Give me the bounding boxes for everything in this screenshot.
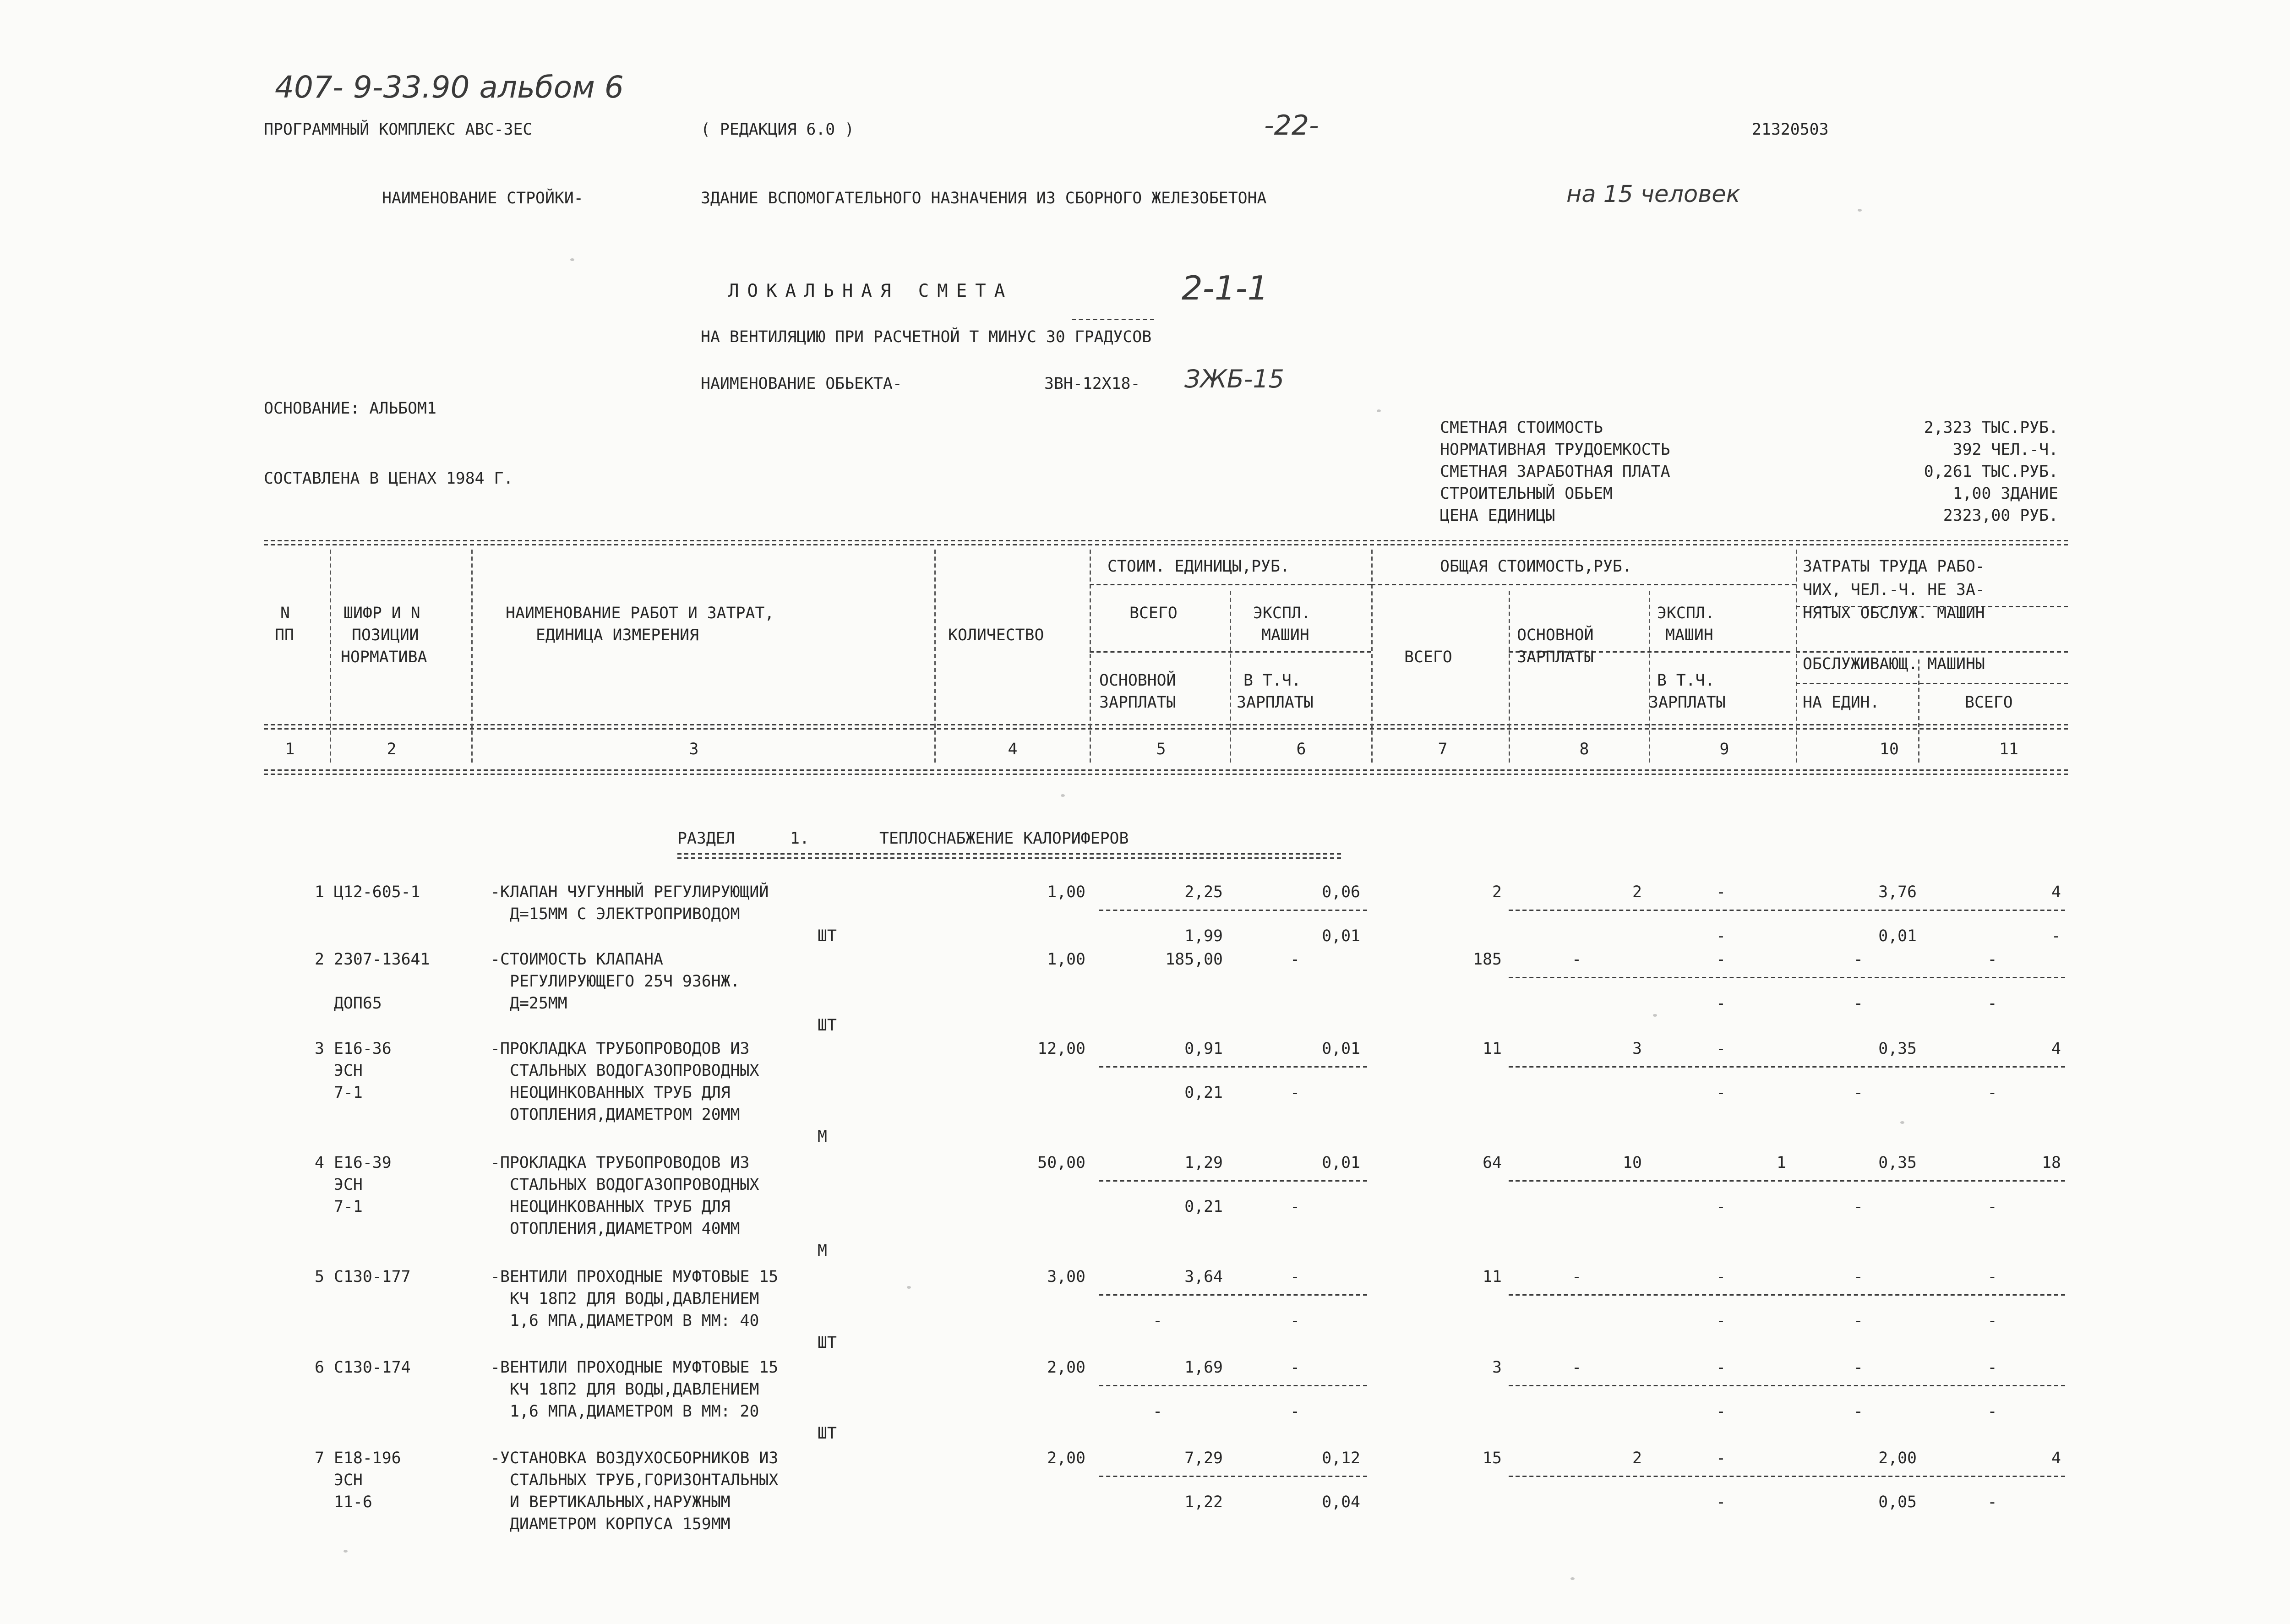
item-code: Е16-36 bbox=[334, 1039, 392, 1058]
item-labor-unit: 3,76 bbox=[1878, 882, 1917, 901]
item-total: 3 bbox=[1492, 1357, 1502, 1377]
column-number: 9 bbox=[1719, 739, 1729, 758]
scan-speck bbox=[1900, 1121, 1904, 1124]
item-labor-service-unit: 0,01 bbox=[1878, 926, 1917, 945]
item-total-incl: - bbox=[1716, 993, 1726, 1013]
program-name: ПРОГРАММНЫЙ КОМПЛЕКС АВС-3ЕС bbox=[264, 120, 533, 139]
item-code: С130-174 bbox=[334, 1357, 411, 1377]
header-subrule bbox=[1090, 651, 1371, 653]
item-number: 3 bbox=[315, 1039, 324, 1058]
item-quantity: 2,00 bbox=[1047, 1448, 1085, 1467]
item-unit-incl: 0,01 bbox=[1322, 926, 1360, 945]
item-unit-machines: - bbox=[1290, 1267, 1300, 1286]
item-total: 11 bbox=[1483, 1267, 1502, 1286]
item-name: -ВЕНТИЛИ ПРОХОДНЫЕ МУФТОВЫЕ 15 bbox=[491, 1357, 779, 1377]
header-labor-total: ВСЕГО bbox=[1965, 692, 2013, 712]
item-labor-total: 4 bbox=[2051, 882, 2061, 901]
column-number: 5 bbox=[1156, 739, 1166, 758]
summary-label: ЦЕНА ЕДИНИЦЫ bbox=[1440, 506, 1555, 525]
item-unit: М bbox=[818, 1127, 827, 1146]
item-total-machines: - bbox=[1716, 1357, 1726, 1377]
header-labor-service: ОБСЛУЖИВАЮЩ. МАШИНЫ bbox=[1803, 654, 1985, 673]
header-labor-group: ЧИХ, ЧЕЛ.-Ч. НЕ ЗА- bbox=[1803, 580, 1985, 599]
item-name: СТАЛЬНЫХ ТРУБ,ГОРИЗОНТАЛЬНЫХ bbox=[510, 1470, 779, 1489]
item-subrule bbox=[1099, 1476, 1367, 1477]
item-unit: ШТ bbox=[818, 1423, 837, 1443]
item-labor-total: 4 bbox=[2051, 1039, 2061, 1058]
column-divider bbox=[471, 550, 473, 763]
item-total-wages: - bbox=[1572, 1357, 1581, 1377]
item-code: ЭСН bbox=[334, 1175, 363, 1194]
column-divider bbox=[1918, 659, 1919, 763]
item-unit-total: 7,29 bbox=[1184, 1448, 1223, 1467]
item-labor-total: 18 bbox=[2042, 1153, 2061, 1172]
item-unit-incl: 0,04 bbox=[1322, 1492, 1360, 1511]
item-name: -ВЕНТИЛИ ПРОХОДНЫЕ МУФТОВЫЕ 15 bbox=[491, 1267, 779, 1286]
header-total-machines: МАШИН bbox=[1665, 625, 1713, 644]
item-code: 7-1 bbox=[334, 1083, 363, 1102]
scan-speck bbox=[1570, 1577, 1575, 1580]
item-unit-machines: - bbox=[1290, 949, 1300, 969]
item-total-incl: - bbox=[1716, 1083, 1726, 1102]
scan-speck bbox=[907, 1286, 911, 1289]
item-name: ДИАМЕТРОМ КОРПУСА 159ММ bbox=[510, 1514, 731, 1533]
column-number: 7 bbox=[1438, 739, 1448, 758]
summary-value: 0,261 ТЫС.РУБ. bbox=[1924, 462, 2058, 481]
column-divider bbox=[1090, 550, 1091, 763]
summary-value: 2,323 ТЫС.РУБ. bbox=[1924, 418, 2058, 437]
item-name: 1,6 МПА,ДИАМЕТРОМ В ММ: 40 bbox=[510, 1311, 759, 1330]
item-unit: ШТ bbox=[818, 1333, 837, 1352]
item-number: 7 bbox=[315, 1448, 324, 1467]
item-total-incl: - bbox=[1716, 1401, 1726, 1421]
column-divider bbox=[1796, 550, 1797, 763]
item-code: Е16-39 bbox=[334, 1153, 392, 1172]
item-total-machines: 1 bbox=[1777, 1153, 1786, 1172]
scan-speck bbox=[1653, 1014, 1657, 1017]
item-name: Д=25ММ bbox=[510, 993, 567, 1013]
item-labor-total: 4 bbox=[2051, 1448, 2061, 1467]
header-labor-per-unit: НА ЕДИН. bbox=[1803, 692, 1880, 712]
item-code: 11-6 bbox=[334, 1492, 372, 1511]
item-labor-service-total: - bbox=[1987, 1083, 1997, 1102]
item-subrule bbox=[1509, 910, 2065, 911]
header-unit-wages: ОСНОВНОЙ bbox=[1099, 670, 1176, 690]
item-number: 4 bbox=[315, 1153, 324, 1172]
column-divider bbox=[1649, 591, 1650, 763]
item-code: ЭСН bbox=[334, 1061, 363, 1080]
estimate-subject: НА ВЕНТИЛЯЦИЮ ПРИ РАСЧЕТНОЙ Т МИНУС 30 ГРАДУСОВ bbox=[701, 327, 1152, 346]
item-subrule bbox=[1099, 1294, 1367, 1296]
item-labor-unit: - bbox=[1854, 1267, 1863, 1286]
item-labor-service-total: - bbox=[1987, 1311, 1997, 1330]
item-quantity: 3,00 bbox=[1047, 1267, 1085, 1286]
item-unit-machines: 0,01 bbox=[1322, 1153, 1360, 1172]
header-col-code: НОРМАТИВА bbox=[341, 647, 427, 666]
header-col-quantity: КОЛИЧЕСТВО bbox=[948, 625, 1044, 644]
column-number: 11 bbox=[1999, 739, 2018, 758]
item-labor-unit: 0,35 bbox=[1878, 1153, 1917, 1172]
construction-name: ЗДАНИЕ ВСПОМОГАТЕЛЬНОГО НАЗНАЧЕНИЯ ИЗ СБОРНОГО ЖЕЛЕЗОБЕТОНА bbox=[701, 188, 1267, 207]
item-labor-unit: - bbox=[1854, 949, 1863, 969]
item-unit-total: 1,69 bbox=[1184, 1357, 1223, 1377]
item-total: 11 bbox=[1483, 1039, 1502, 1058]
column-number: 8 bbox=[1579, 739, 1589, 758]
prices-line: СОСТАВЛЕНА В ЦЕНАХ 1984 Г. bbox=[264, 469, 513, 488]
column-number: 10 bbox=[1880, 739, 1899, 758]
header-unit-cost-group: СТОИМ. ЕДИНИЦЫ,РУБ. bbox=[1107, 556, 1290, 576]
item-name: И ВЕРТИКАЛЬНЫХ,НАРУЖНЫМ bbox=[510, 1492, 731, 1511]
item-unit: ШТ bbox=[818, 1015, 837, 1035]
item-name: ОТОПЛЕНИЯ,ДИАМЕТРОМ 20ММ bbox=[510, 1105, 740, 1124]
object-code-handwritten: ЗЖБ-15 bbox=[1184, 365, 1285, 394]
scan-speck bbox=[344, 1550, 348, 1553]
item-labor-service-unit: - bbox=[1854, 1197, 1863, 1216]
basis-line: ОСНОВАНИЕ: АЛЬБОМ1 bbox=[264, 398, 436, 418]
summary-label: НОРМАТИВНАЯ ТРУДОЕМКОСТЬ bbox=[1440, 440, 1670, 459]
item-labor-unit: 2,00 bbox=[1878, 1448, 1917, 1467]
item-name: -ПРОКЛАДКА ТРУБОПРОВОДОВ ИЗ bbox=[491, 1153, 750, 1172]
item-total-incl: - bbox=[1716, 1311, 1726, 1330]
item-unit-total: 185,00 bbox=[1165, 949, 1223, 969]
item-number: 5 bbox=[315, 1267, 324, 1286]
header-col-name: НАИМЕНОВАНИЕ РАБОТ И ЗАТРАТ, bbox=[506, 603, 774, 622]
item-labor-service-total: - bbox=[1987, 1492, 1997, 1511]
header-col-code: ПОЗИЦИИ bbox=[352, 625, 419, 644]
construction-label: НАИМЕНОВАНИЕ СТРОЙКИ- bbox=[382, 188, 583, 207]
item-unit-incl: - bbox=[1290, 1197, 1300, 1216]
item-subrule bbox=[1099, 1066, 1367, 1068]
section-title: ТЕПЛОСНАБЖЕНИЕ КАЛОРИФЕРОВ bbox=[879, 828, 1129, 848]
item-quantity: 50,00 bbox=[1037, 1153, 1085, 1172]
summary-value: 1,00 ЗДАНИЕ bbox=[1952, 484, 2058, 503]
item-labor-total: - bbox=[1987, 1267, 1997, 1286]
item-name: -СТОИМОСТЬ КЛАПАНА bbox=[491, 949, 663, 969]
object-label: НАИМЕНОВАНИЕ ОБЬЕКТА- bbox=[701, 374, 902, 393]
item-total-machines: - bbox=[1716, 949, 1726, 969]
item-total-wages: 2 bbox=[1632, 1448, 1642, 1467]
item-unit-wages: - bbox=[1153, 1311, 1162, 1330]
item-unit-machines: 0,06 bbox=[1322, 882, 1360, 901]
header-labor-group: ЗАТРАТЫ ТРУДА РАБО- bbox=[1803, 556, 1985, 576]
header-total-incl: В Т.Ч. bbox=[1657, 670, 1715, 690]
item-unit-incl: - bbox=[1290, 1401, 1300, 1421]
summary-label: СТРОИТЕЛЬНЫЙ ОБЬЕМ bbox=[1440, 484, 1613, 503]
column-divider bbox=[330, 550, 331, 763]
item-name: НЕОЦИНКОВАННЫХ ТРУБ ДЛЯ bbox=[510, 1083, 731, 1102]
estimate-title-underline bbox=[1072, 319, 1154, 320]
item-labor-unit: - bbox=[1854, 1357, 1863, 1377]
object-code: ЗВН-12Х18- bbox=[1044, 374, 1140, 393]
item-total: 185 bbox=[1473, 949, 1502, 969]
item-name: СТАЛЬНЫХ ВОДОГАЗОПРОВОДНЫХ bbox=[510, 1175, 759, 1194]
item-labor-service-unit: - bbox=[1854, 1401, 1863, 1421]
item-number: 2 bbox=[315, 949, 324, 969]
item-total: 2 bbox=[1492, 882, 1502, 901]
item-labor-service-unit: - bbox=[1854, 1311, 1863, 1330]
header-total-cost-group: ОБЩАЯ СТОИМОСТЬ,РУБ. bbox=[1440, 556, 1632, 576]
header-unit-machines: ЭКСПЛ. bbox=[1253, 603, 1311, 622]
item-subrule bbox=[1509, 1294, 2065, 1296]
item-unit-machines: 0,12 bbox=[1322, 1448, 1360, 1467]
item-subrule bbox=[1509, 1180, 2065, 1182]
item-name: СТАЛЬНЫХ ВОДОГАЗОПРОВОДНЫХ bbox=[510, 1061, 759, 1080]
handwritten-album-code: 407- 9-33.90 альбом 6 bbox=[275, 71, 624, 106]
item-total: 64 bbox=[1483, 1153, 1502, 1172]
item-subrule bbox=[1099, 1180, 1367, 1182]
item-unit-total: 3,64 bbox=[1184, 1267, 1223, 1286]
scan-speck bbox=[570, 258, 574, 261]
item-unit: ШТ bbox=[818, 926, 837, 945]
item-name: 1,6 МПА,ДИАМЕТРОМ В ММ: 20 bbox=[510, 1401, 759, 1421]
item-total-wages: 10 bbox=[1623, 1153, 1642, 1172]
item-total: 15 bbox=[1483, 1448, 1502, 1467]
summary-value: 2323,00 РУБ. bbox=[1943, 506, 2058, 525]
item-labor-service-total: - bbox=[1987, 1197, 1997, 1216]
item-code: ДОП65 bbox=[334, 993, 382, 1013]
item-total-incl: - bbox=[1716, 926, 1726, 945]
header-total-incl: ЗАРПЛАТЫ bbox=[1649, 692, 1726, 712]
item-total-incl: - bbox=[1716, 1492, 1726, 1511]
item-quantity: 1,00 bbox=[1047, 882, 1085, 901]
item-code: С130-177 bbox=[334, 1267, 411, 1286]
header-total-wages: ЗАРПЛАТЫ bbox=[1517, 647, 1594, 666]
item-name: -УСТАНОВКА ВОЗДУХОСБОРНИКОВ ИЗ bbox=[491, 1448, 779, 1467]
item-quantity: 1,00 bbox=[1047, 949, 1085, 969]
estimate-title: ЛОКАЛЬНАЯ СМЕТА bbox=[728, 282, 1014, 302]
scan-speck bbox=[1858, 209, 1862, 212]
item-total-wages: - bbox=[1572, 1267, 1581, 1286]
item-unit-total: 0,91 bbox=[1184, 1039, 1223, 1058]
header-total-wages: ОСНОВНОЙ bbox=[1517, 625, 1594, 644]
header-unit-incl: ЗАРПЛАТЫ bbox=[1237, 692, 1314, 712]
item-name: КЧ 18П2 ДЛЯ ВОДЫ,ДАВЛЕНИЕМ bbox=[510, 1379, 759, 1399]
item-code: ЭСН bbox=[334, 1470, 363, 1489]
item-subrule bbox=[1509, 1385, 2065, 1386]
item-name: -КЛАПАН ЧУГУННЫЙ РЕГУЛИРУЮЩИЙ bbox=[491, 882, 769, 901]
column-divider bbox=[1230, 591, 1231, 763]
estimate-number: 2-1-1 bbox=[1182, 269, 1269, 308]
section-underline bbox=[677, 853, 1341, 859]
item-total-machines: - bbox=[1716, 1448, 1726, 1467]
item-subrule bbox=[1509, 977, 2065, 978]
item-unit-wages: - bbox=[1153, 1401, 1162, 1421]
item-subrule bbox=[1509, 1066, 2065, 1068]
header-unit-total: ВСЕГО bbox=[1129, 603, 1178, 622]
scan-speck bbox=[1061, 794, 1065, 797]
summary-label: СМЕТНАЯ СТОИМОСТЬ bbox=[1440, 418, 1603, 437]
table-header-bottom-rule bbox=[264, 724, 2068, 730]
header-unit-incl: В Т.Ч. bbox=[1243, 670, 1301, 690]
item-quantity: 2,00 bbox=[1047, 1357, 1085, 1377]
column-number: 6 bbox=[1296, 739, 1306, 758]
header-col-n: ПП bbox=[275, 625, 294, 644]
item-unit-wages: 0,21 bbox=[1184, 1083, 1223, 1102]
item-subrule bbox=[1509, 1476, 2065, 1477]
document-number: 21320503 bbox=[1752, 120, 1829, 139]
summary-value: 392 ЧЕЛ.-Ч. bbox=[1952, 440, 2058, 459]
column-number: 3 bbox=[689, 739, 699, 758]
column-divider bbox=[1509, 591, 1510, 763]
item-labor-service-unit: - bbox=[1854, 1083, 1863, 1102]
item-labor-service-total: - bbox=[1987, 1401, 1997, 1421]
header-total-all: ВСЕГО bbox=[1404, 647, 1452, 666]
item-total-machines: - bbox=[1716, 882, 1726, 901]
item-name: -ПРОКЛАДКА ТРУБОПРОВОДОВ ИЗ bbox=[491, 1039, 750, 1058]
item-total-machines: - bbox=[1716, 1039, 1726, 1058]
item-name: НЕОЦИНКОВАННЫХ ТРУБ ДЛЯ bbox=[510, 1197, 731, 1216]
header-col-n: N bbox=[280, 603, 290, 622]
item-unit-wages: 1,99 bbox=[1184, 926, 1223, 945]
item-name: РЕГУЛИРУЮЩЕГО 25Ч 936НЖ. bbox=[510, 971, 740, 991]
item-code: 7-1 bbox=[334, 1197, 363, 1216]
item-name: Д=15ММ С ЭЛЕКТРОПРИВОДОМ bbox=[510, 904, 740, 923]
item-subrule bbox=[1099, 910, 1367, 911]
scan-speck bbox=[1377, 409, 1381, 412]
header-unit-machines: МАШИН bbox=[1261, 625, 1309, 644]
item-unit-total: 1,29 bbox=[1184, 1153, 1223, 1172]
item-quantity: 12,00 bbox=[1037, 1039, 1085, 1058]
construction-note: на 15 человек bbox=[1566, 181, 1740, 209]
item-total-wages: 3 bbox=[1632, 1039, 1642, 1058]
item-total-wages: - bbox=[1572, 949, 1581, 969]
item-code: 2307-13641 bbox=[334, 949, 430, 969]
item-unit-machines: 0,01 bbox=[1322, 1039, 1360, 1058]
program-edition: ( РЕДАКЦИЯ 6.0 ) bbox=[701, 120, 855, 139]
header-subrule bbox=[1371, 584, 1796, 585]
item-code: Ц12-605-1 bbox=[334, 882, 420, 901]
column-number: 1 bbox=[285, 739, 295, 758]
item-unit-wages: 0,21 bbox=[1184, 1197, 1223, 1216]
item-total-machines: - bbox=[1716, 1267, 1726, 1286]
header-total-machines: ЭКСПЛ. bbox=[1657, 603, 1715, 622]
item-name: КЧ 18П2 ДЛЯ ВОДЫ,ДАВЛЕНИЕМ bbox=[510, 1289, 759, 1308]
table-top-rule bbox=[264, 540, 2068, 545]
item-labor-unit: 0,35 bbox=[1878, 1039, 1917, 1058]
column-number-rule bbox=[264, 769, 2068, 775]
header-col-name: ЕДИНИЦА ИЗМЕРЕНИЯ bbox=[536, 625, 699, 644]
section-label: РАЗДЕЛ bbox=[677, 828, 735, 848]
header-subrule bbox=[1796, 683, 2068, 684]
column-number: 2 bbox=[387, 739, 397, 758]
column-number: 4 bbox=[1008, 739, 1018, 758]
section-number: 1. bbox=[790, 828, 809, 848]
item-labor-total: - bbox=[1987, 1357, 1997, 1377]
summary-label: СМЕТНАЯ ЗАРАБОТНАЯ ПЛАТА bbox=[1440, 462, 1670, 481]
header-labor-group: НЯТЫХ ОБСЛУЖ. МАШИН bbox=[1803, 603, 1985, 622]
item-labor-service-unit: - bbox=[1854, 993, 1863, 1013]
item-labor-total: - bbox=[1987, 949, 1997, 969]
header-unit-wages: ЗАРПЛАТЫ bbox=[1099, 692, 1176, 712]
column-divider bbox=[934, 550, 936, 763]
item-number: 1 bbox=[315, 882, 324, 901]
item-unit-total: 2,25 bbox=[1184, 882, 1223, 901]
item-labor-service-unit: 0,05 bbox=[1878, 1492, 1917, 1511]
item-unit-machines: - bbox=[1290, 1357, 1300, 1377]
page-number: -22- bbox=[1264, 109, 1319, 142]
header-subrule bbox=[1796, 651, 2068, 653]
item-total-incl: - bbox=[1716, 1197, 1726, 1216]
item-unit: М bbox=[818, 1241, 827, 1260]
item-unit-wages: 1,22 bbox=[1184, 1492, 1223, 1511]
item-code: Е18-196 bbox=[334, 1448, 401, 1467]
header-col-code: ШИФР И N bbox=[344, 603, 420, 622]
item-total-wages: 2 bbox=[1632, 882, 1642, 901]
header-subrule bbox=[1090, 584, 1371, 585]
item-unit-incl: - bbox=[1290, 1083, 1300, 1102]
column-divider bbox=[1371, 550, 1373, 763]
item-subrule bbox=[1099, 1385, 1367, 1386]
item-labor-service-total: - bbox=[2051, 926, 2061, 945]
item-name: ОТОПЛЕНИЯ,ДИАМЕТРОМ 40ММ bbox=[510, 1219, 740, 1238]
item-number: 6 bbox=[315, 1357, 324, 1377]
item-labor-service-total: - bbox=[1987, 993, 1997, 1013]
item-unit-incl: - bbox=[1290, 1311, 1300, 1330]
